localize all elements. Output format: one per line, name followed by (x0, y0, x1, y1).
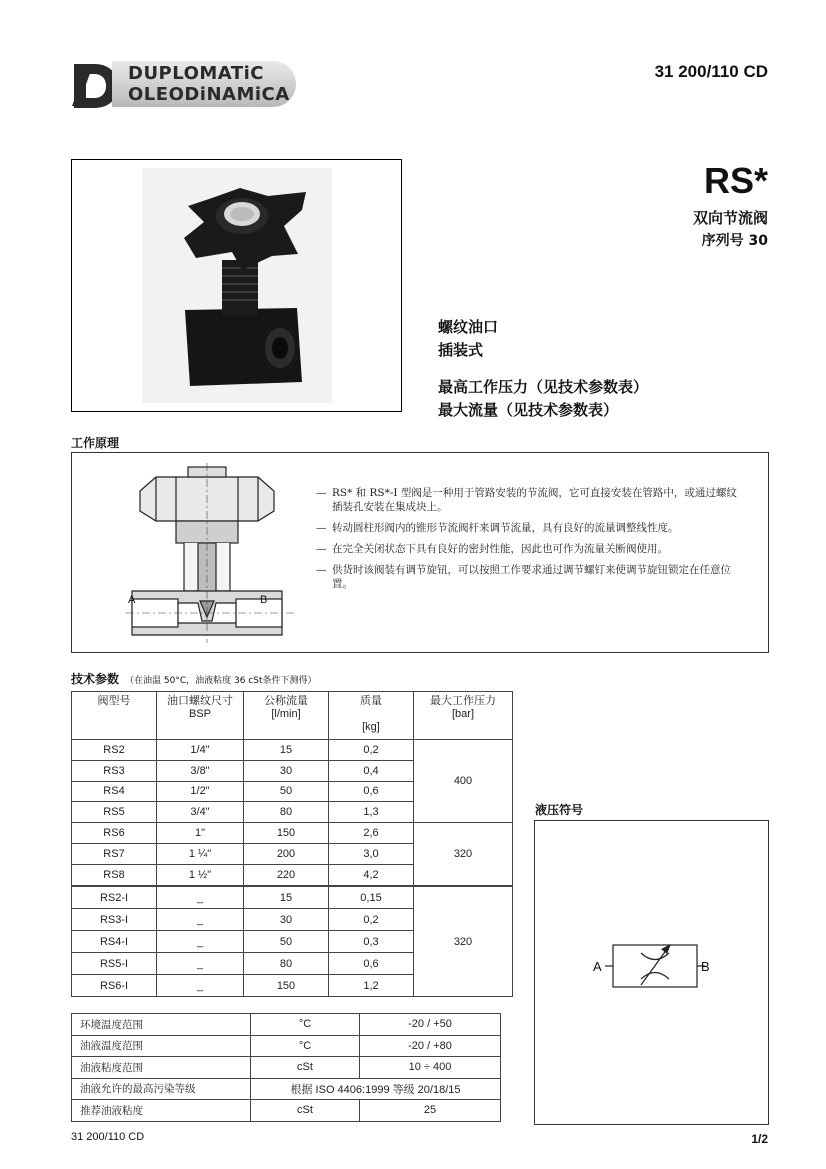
table-cell: 150 (244, 975, 329, 997)
valve-section-drawing-icon (126, 463, 296, 643)
pressure-group-1: 400 (414, 740, 513, 823)
table-header-row (72, 692, 513, 740)
principle-title: 工作原理 (71, 436, 120, 450)
table-cell: 1,3 (329, 802, 414, 823)
page-number: 1/2 (751, 1132, 768, 1146)
table-cell: RS4-I (72, 931, 157, 953)
table-row (72, 887, 513, 909)
feature-max-flow: 最大流量（见技术参数表） (438, 401, 619, 419)
table-cell: 1,2 (329, 975, 414, 997)
pressure-group-2: 320 (414, 823, 513, 885)
table-cell: 0,15 (329, 887, 414, 909)
table-cell: -20 / +80 (360, 1035, 501, 1057)
table-cell: RS4 (72, 781, 157, 802)
table-cell: cSt (251, 1057, 360, 1079)
table-cell: 1/4" (157, 740, 244, 761)
footer-doc-number: 31 200/110 CD (71, 1131, 145, 1143)
bullet-item: — 供货时该阀装有调节旋钮，可以按照工作要求通过调节螺钉来使调节旋钮锁定在任意位置。 (316, 564, 731, 590)
table-cell: 3/8" (157, 760, 244, 781)
table-cell: 0,2 (329, 909, 414, 931)
table-cell: RS7 (72, 843, 157, 864)
product-series: 序列号 30 (701, 233, 768, 249)
table-cell: 25 (360, 1100, 501, 1122)
table-cell: 200 (244, 843, 329, 864)
environment-table (71, 1013, 501, 1122)
table-cell: 油液温度范围 (72, 1035, 251, 1057)
table-cell: 4,2 (329, 864, 414, 885)
table-cell: RS3-I (72, 909, 157, 931)
feature-threaded-ports: 螺纹油口 (438, 318, 499, 336)
table-cell: 根据 ISO 4406:1999 等级 20/18/15 (251, 1078, 501, 1100)
table-cell: RS8 (72, 864, 157, 885)
product-name: 双向节流阀 (692, 209, 768, 227)
table-cell: _ (157, 975, 244, 997)
feature-cartridge: 插装式 (438, 341, 484, 359)
table-cell: 0,6 (329, 953, 414, 975)
tech-table (71, 691, 513, 886)
table-cell: RS6-I (72, 975, 157, 997)
bullet-item: — 在完全关闭状态下具有良好的密封性能，因此也可作为流量关断阀使用。 (316, 543, 668, 555)
tech-table-cartridge (71, 886, 513, 997)
table-cell: 15 (244, 887, 329, 909)
bullet-item: — 转动圆柱形阀内的锥形节流阀杆来调节流量，具有良好的流量调整线性度。 (316, 522, 679, 534)
table-cell: 15 (244, 740, 329, 761)
header-pressure: 最大工作压力 [bar] (414, 692, 513, 740)
table-cell: cSt (251, 1100, 360, 1122)
adjustable-throttle-symbol-icon (605, 939, 705, 995)
pressure-group-3: 320 (414, 887, 513, 997)
table-row (72, 1035, 501, 1057)
header-flow: 公称流量 [l/min] (244, 692, 329, 740)
table-cell: 0,6 (329, 781, 414, 802)
table-cell: RS2-I (72, 887, 157, 909)
table-cell: 3,0 (329, 843, 414, 864)
table-cell: RS2 (72, 740, 157, 761)
feature-max-pressure: 最高工作压力（见技术参数表） (438, 378, 649, 396)
table-cell: _ (157, 953, 244, 975)
table-cell: 50 (244, 781, 329, 802)
table-cell: 环境温度范围 (72, 1014, 251, 1036)
table-cell: 0,2 (329, 740, 414, 761)
table-cell: 80 (244, 802, 329, 823)
table-cell: 0,4 (329, 760, 414, 781)
table-cell: 1 ¼" (157, 843, 244, 864)
symbol-port-b: B (701, 959, 710, 974)
table-cell: 2,6 (329, 823, 414, 844)
table-cell: 30 (244, 760, 329, 781)
table-row (72, 823, 513, 844)
table-cell: °C (251, 1035, 360, 1057)
product-code: RS* (703, 160, 768, 201)
table-row (72, 740, 513, 761)
table-cell: 油液粘度范围 (72, 1057, 251, 1079)
table-cell: 10 ÷ 400 (360, 1057, 501, 1079)
table-cell: 220 (244, 864, 329, 885)
table-cell: -20 / +50 (360, 1014, 501, 1036)
table-cell: RS5-I (72, 953, 157, 975)
symbol-port-a: A (593, 959, 602, 974)
document-number: 31 200/110 CD (654, 62, 768, 81)
table-cell: 推荐油液粘度 (72, 1100, 251, 1122)
table-cell: 3/4" (157, 802, 244, 823)
table-cell: _ (157, 887, 244, 909)
port-b-label: B (260, 594, 268, 606)
tech-title: 技术参数 （在油温 50°C，油液粘度 36 cSt条件下测得） (71, 672, 317, 686)
brand-line-1: DUPLOMATiC (128, 63, 264, 84)
table-row (72, 1100, 501, 1122)
product-photo (71, 159, 402, 412)
table-cell: 油液允许的最高污染等级 (72, 1078, 251, 1100)
table-row (72, 1078, 501, 1100)
table-cell: 1/2" (157, 781, 244, 802)
table-row (72, 1014, 501, 1036)
table-cell: 50 (244, 931, 329, 953)
symbol-title: 液压符号 (535, 803, 584, 817)
table-cell: RS5 (72, 802, 157, 823)
table-cell: RS6 (72, 823, 157, 844)
table-cell: 150 (244, 823, 329, 844)
symbol-box (534, 820, 769, 1125)
port-a-label: A (128, 594, 136, 606)
header-mass: 质量 [kg] (329, 692, 414, 740)
table-cell: 30 (244, 909, 329, 931)
header-model: 阀型号 (72, 692, 157, 740)
table-cell: _ (157, 931, 244, 953)
bullet-item: — RS* 和 RS*-I 型阀是一种用于管路安装的节流阀，它可直接安装在管路中，或通过螺纹插装孔安装在集成块上。 (316, 487, 737, 513)
table-cell: 0,3 (329, 931, 414, 953)
principle-bullets (316, 486, 746, 598)
table-cell: RS3 (72, 760, 157, 781)
header-port: 油口螺纹尺寸 BSP (157, 692, 244, 740)
throttle-valve-photo-icon (72, 160, 401, 411)
table-cell: _ (157, 909, 244, 931)
table-row (72, 1057, 501, 1079)
brand-line-2: OLEODiNAMiCA (128, 84, 290, 105)
tech-note: （在油温 50°C，油液粘度 36 cSt条件下测得） (125, 676, 317, 686)
table-cell: 80 (244, 953, 329, 975)
table-cell: 1" (157, 823, 244, 844)
table-cell: °C (251, 1014, 360, 1036)
table-cell: 1 ½" (157, 864, 244, 885)
